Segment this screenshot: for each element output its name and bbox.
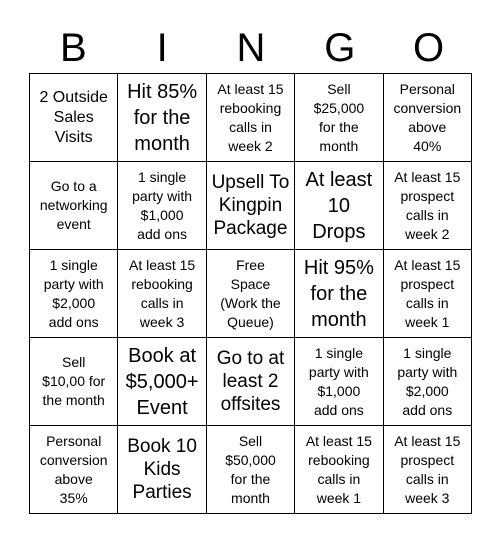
bingo-cell-r4c5[interactable]	[384, 338, 472, 426]
bingo-cell-r1c4[interactable]	[295, 74, 383, 162]
bingo-cell-r3c5[interactable]	[384, 250, 472, 338]
bingo-grid	[29, 73, 472, 514]
cell-text: 1 single party with $1,000 add ons	[308, 344, 369, 418]
cell-text: Personal conversion above 35%	[39, 432, 108, 506]
bingo-cell-r2c1[interactable]	[30, 162, 118, 250]
bingo-cell-r4c1[interactable]	[30, 338, 118, 426]
bingo-cell-r3c2[interactable]	[118, 250, 206, 338]
cell-text: 2 Outside Sales Visits	[39, 88, 108, 146]
cell-text: Go to at least 2 offsites	[216, 348, 285, 415]
cell-text: Personal conversion above 40%	[393, 80, 462, 154]
cell-text: Hit 95% for the month	[303, 256, 374, 331]
bingo-cell-r5c3[interactable]	[207, 426, 295, 514]
cell-text: At least 15 prospect calls in week 3	[394, 432, 461, 506]
cell-text: Book 10 Kids Parties	[127, 436, 197, 503]
bingo-cell-r2c3[interactable]	[207, 162, 295, 250]
cell-text: Sell $10,00 for the month	[42, 354, 106, 408]
cell-text: Go to a networking event	[39, 178, 108, 232]
cell-text: 1 single party with $2,000 add ons	[43, 256, 104, 330]
bingo-cell-r5c1[interactable]	[30, 426, 118, 514]
bingo-cell-r5c5[interactable]	[384, 426, 472, 514]
cell-text: Upsell To Kingpin Package	[211, 172, 290, 239]
cell-text: Sell $50,000 for the month	[225, 432, 276, 506]
cell-text: Book at $5,000+ Event	[125, 344, 199, 419]
cell-text: 1 single party with $1,000 add ons	[132, 168, 193, 242]
bingo-header	[29, 22, 473, 74]
cell-text: At least 15 rebooking calls in week 1	[305, 432, 372, 506]
cell-text: At least 10 Drops	[305, 168, 373, 243]
bingo-cell-r2c4[interactable]	[295, 162, 383, 250]
header-letter-b: B	[60, 26, 87, 70]
cell-text: Sell $25,000 for the month	[313, 80, 365, 154]
bingo-cell-r2c2[interactable]	[118, 162, 206, 250]
bingo-cell-r2c5[interactable]	[384, 162, 472, 250]
bingo-cell-free-space[interactable]	[207, 250, 295, 338]
cell-text: 1 single party with $2,000 add ons	[397, 344, 458, 418]
bingo-cell-r5c2[interactable]	[118, 426, 206, 514]
cell-text: Hit 85% for the month	[127, 80, 198, 155]
header-letter-n: N	[236, 26, 266, 70]
bingo-cell-r3c4[interactable]	[295, 250, 383, 338]
bingo-cell-r4c3[interactable]	[207, 338, 295, 426]
bingo-cell-r3c1[interactable]	[30, 250, 118, 338]
bingo-cell-r1c3[interactable]	[207, 74, 295, 162]
bingo-cell-r1c5[interactable]	[384, 74, 472, 162]
header-letter-o: O	[413, 26, 445, 70]
bingo-cell-r1c2[interactable]	[118, 74, 206, 162]
cell-text: At least 15 prospect calls in week 2	[394, 168, 461, 242]
header-letter-i: I	[156, 26, 168, 70]
cell-text: At least 15 prospect calls in week 1	[394, 256, 461, 330]
bingo-cell-r1c1[interactable]	[30, 74, 118, 162]
cell-text: At least 15 rebooking calls in week 2	[217, 80, 284, 154]
bingo-cell-r4c4[interactable]	[295, 338, 383, 426]
bingo-cell-r4c2[interactable]	[118, 338, 206, 426]
header-letter-g: G	[324, 26, 356, 70]
cell-text: Free Space (Work the Queue)	[220, 256, 281, 330]
cell-text: At least 15 rebooking calls in week 3	[129, 256, 196, 330]
bingo-cell-r5c4[interactable]	[295, 426, 383, 514]
